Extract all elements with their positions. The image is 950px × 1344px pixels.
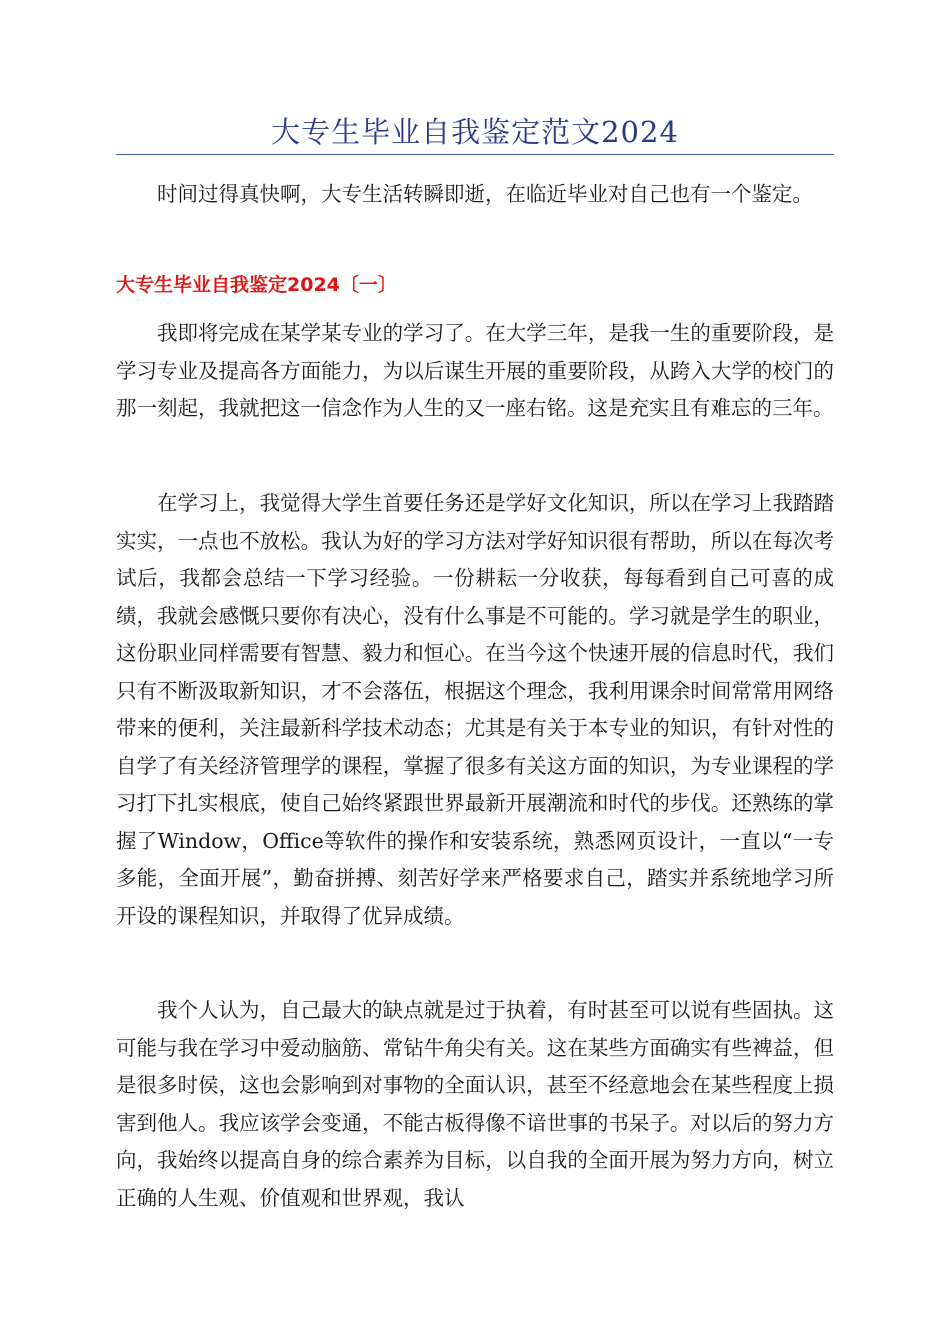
body-paragraph: 我即将完成在某学某专业的学习了。在大学三年，是我一生的重要阶段，是学习专业及提高各方面能力，为以后谋生开展的重要阶段，从跨入大学的校门的那一刻起，我就把这一信念作为人生的又一座右铭。这是充实且有难忘的三年。 (116, 321, 834, 420)
title-underline (116, 154, 834, 155)
body-paragraph: 我个人认为，自己最大的缺点就是过于执着，有时甚至可以说有些固执。这可能与我在学习中爱动脑筋、常钻牛角尖有关。这在某些方面确实有些裨益，但是很多时侯，这也会影响到对事物的全面认识，甚至不经意地会在某些程度上损害到他人。我应该学会变通，不能古板得像不谙世事的书呆子。对以后的努力方向，我始终以提高自身的综合素养为目标，以自我的全面开展为努力方向，树立正确的人生观、价值观和世界观，我认 (116, 998, 834, 1210)
intro-paragraph: 时间过得真快啊，大专生活转瞬即逝，在临近毕业对自己也有一个鉴定。 (157, 182, 813, 206)
section-heading: 大专生毕业自我鉴定2024〔一〕 (116, 274, 397, 296)
body-paragraph: 在学习上，我觉得大学生首要任务还是学好文化知识，所以在学习上我踏踏实实，一点也不放松。我认为好的学习方法对学好知识很有帮助，所以在每次考试后，我都会总结一下学习经验。一份耕耘一分收获，每每看到自己可喜的成绩，我就会感慨只要你有决心，没有什么事是不可能的。学习就是学生的职业，这份职业同样需要有智慧、毅力和恒心。在当今这个快速开展的信息时代，我们只有不断汲取新知识，才不会落伍，根据这个理念，我利用课余时间常常用网络带来的便利，关注最新科学技术动态；尤其是有关于本专业的知识，有针对性的自学了有关经济管理学的课程，掌握了很多有关这方面的知识，为专业课程的学习打下扎实根底，使自己始终紧跟世界最新开展潮流和时代的步伐。还熟练的掌握了Window，Office等软件的操作和安装系统，熟悉网页设计，一直以“一专多能，全面开展”，勤奋拼搏、刻苦好学来严格要求自己，踏实并系统地学习所开设的课程知识，并取得了优异成绩。 (116, 491, 834, 928)
document-title: 大专生毕业自我鉴定范文2024 (271, 115, 679, 149)
